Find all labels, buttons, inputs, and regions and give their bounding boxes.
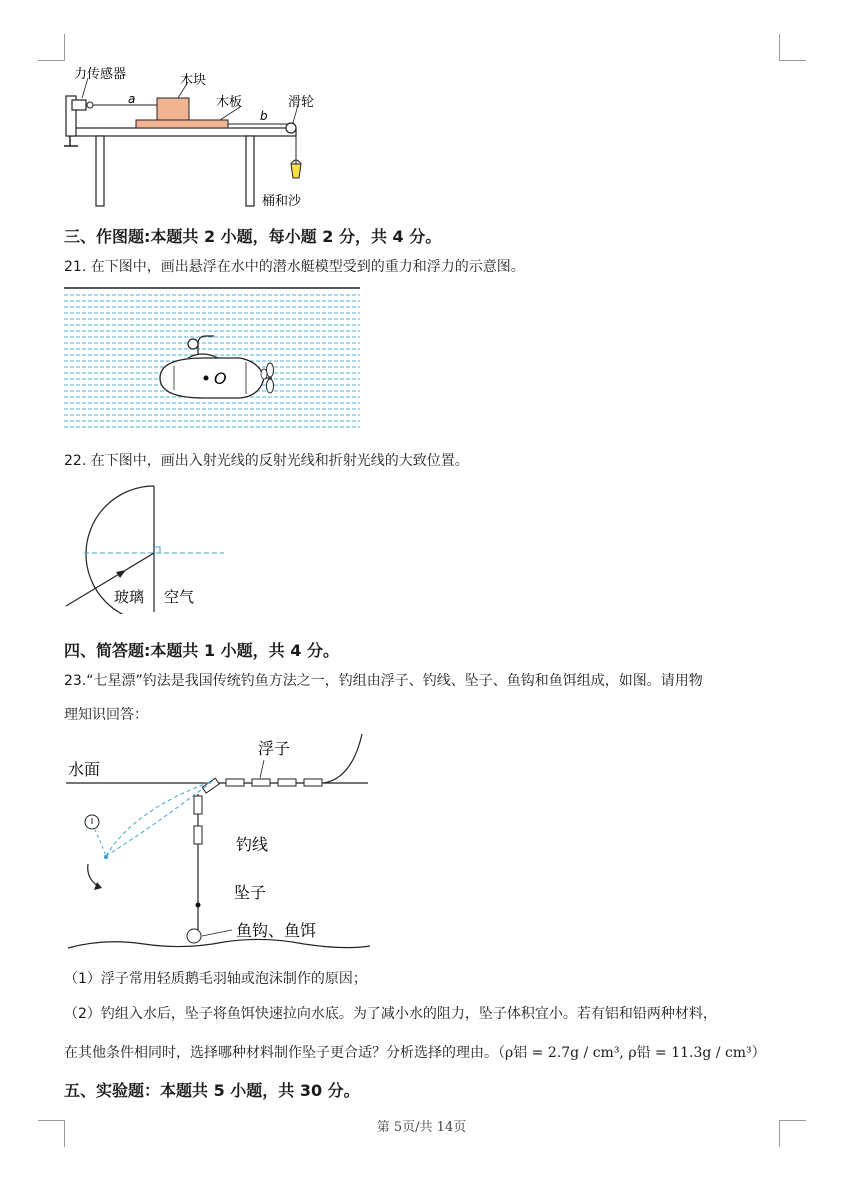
- q23-sub1: （1）浮子常用轻质鹅毛羽轴或泡沫制作的原因；: [64, 971, 367, 987]
- section3-heading: 三、作图题:本题共 2 小题，每小题 2 分，共 4 分。: [64, 227, 442, 246]
- pulley-label: 滑轮: [288, 95, 315, 110]
- water-surface-label: 水面: [68, 760, 101, 779]
- q23-sub2-line2-text: 在其他条件相同时，选择哪种材料制作坠子更合适？分析选择的理由。: [64, 1045, 498, 1061]
- friction-experiment-figure: [60, 60, 350, 210]
- fishing-rig-figure: [64, 730, 374, 958]
- glass-label: 玻璃: [114, 588, 145, 606]
- q23-text-line2: 理知识回答：: [64, 707, 148, 723]
- sensor-label: 力传感器: [74, 67, 127, 82]
- crop-mark-top-right: [779, 34, 806, 61]
- block-label: 木块: [180, 73, 207, 88]
- string-b-label: b: [260, 109, 268, 123]
- q21-text: 21. 在下图中，画出悬浮在水中的潜水艇模型受到的重力和浮力的示意图。: [64, 259, 525, 275]
- submarine-figure: [64, 286, 364, 434]
- q23-sub2-line2: [64, 1042, 766, 1062]
- q22-text: 22. 在下图中，画出入射光线的反射光线和折射光线的大致位置。: [64, 453, 469, 469]
- density-formula: （ρ铝 = 2.7g / cm³, ρ铅 = 11.3g / cm³）: [498, 1045, 766, 1061]
- string-a-label: a: [128, 92, 136, 106]
- fishing-line-label: 钓线: [236, 835, 269, 854]
- q23-sub2-line1: （2）钓组入水后，坠子将鱼饵快速拉向水底。为了减小水的阻力，坠子体积宜小。若有铝和铅两种材料，: [64, 1006, 717, 1022]
- optics-figure: [60, 484, 240, 614]
- section5-heading: 五、实验题：本题共 5 小题，共 30 分。: [64, 1081, 360, 1100]
- page-footer: 第 5页/共 14页: [376, 1120, 467, 1135]
- crop-mark-top-left: [38, 34, 65, 61]
- point-o-label: O: [214, 369, 227, 388]
- board-label: 木板: [216, 95, 243, 110]
- air-label: 空气: [164, 588, 195, 606]
- section4-heading: 四、简答题:本题共 1 小题，共 4 分。: [64, 641, 339, 660]
- hook-bait-label: 鱼钩、鱼饵: [236, 921, 317, 940]
- q23-text-line1: 23.“七星漂”钓法是我国传统钓鱼方法之一，钓组由浮子、钓线、坠子、鱼钩和鱼饵组成，如图。请用物: [64, 673, 703, 689]
- bucket-label: 桶和沙: [262, 194, 302, 209]
- sinker-label: 坠子: [234, 883, 267, 902]
- float-label: 浮子: [258, 739, 291, 758]
